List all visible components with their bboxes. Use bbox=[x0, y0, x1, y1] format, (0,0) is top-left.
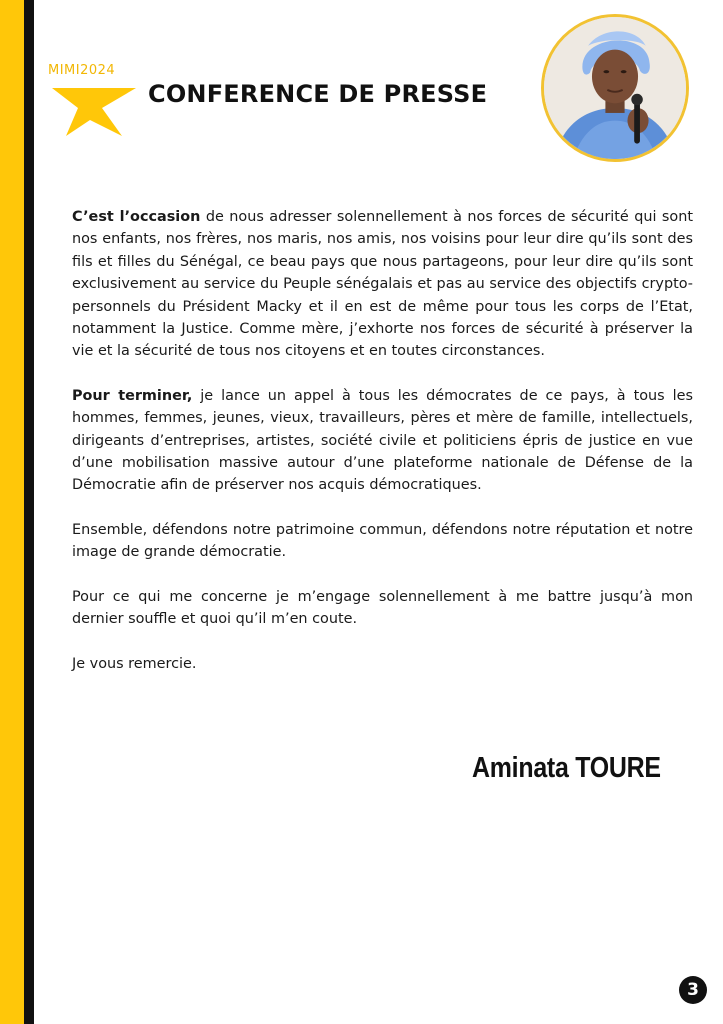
page-title: CONFERENCE DE PRESSE bbox=[148, 80, 488, 108]
signature: Aminata TOURE bbox=[472, 752, 661, 784]
portrait-photo bbox=[541, 14, 689, 162]
paragraph-1-lead: C’est l’occasion bbox=[72, 209, 201, 225]
star-icon bbox=[52, 86, 136, 138]
paragraph-4: Pour ce qui me concerne je m’engage solennellement à me battre jusqu’à mon dernier souffle et quoi qu’il m’en coute. bbox=[72, 588, 693, 628]
press-release-body bbox=[72, 206, 693, 697]
paragraph-3: Ensemble, défendons notre patrimoine commun, défendons notre réputation et notre image de grande démocratie. bbox=[72, 521, 693, 561]
paragraph-2-text: je lance un appel à tous les démocrates de ce pays, à tous les hommes, femmes, jeunes, vieux, travailleurs, pères et mère de famille, intellectuels, dirigeants d’entreprises, artistes, société civile et politiciens épris de justice en vue d’une mobilisation massive autour d’une plateforme nationale de Défense de la Démocratie afin de préserver nos acquis démocratiques. bbox=[72, 387, 693, 494]
paragraph-2 bbox=[72, 385, 693, 497]
left-yellow-band bbox=[0, 0, 24, 1024]
page-number-badge: 3 bbox=[679, 976, 707, 1004]
paragraph-1 bbox=[72, 206, 693, 363]
paragraph-2-lead: Pour terminer, bbox=[72, 387, 193, 404]
paragraph-5: Je vous remercie. bbox=[72, 655, 197, 672]
left-black-band bbox=[24, 0, 34, 1024]
brand-label: MIMI2024 bbox=[48, 63, 116, 78]
paragraph-1-text: de nous adresser solennellement à nos forces de sécurité qui sont nos enfants, nos frères, nos maris, nos amis, nos voisins pour leur dire qu’ils sont des fils et filles du Sénégal, ce beau pays que nous partageons, pour leur dire qu’ils sont exclusivement au service du Peuple sénégalais et pas au service des objectifs crypto-personnels du Président Macky et il en est de même pour tous les corps de l’Etat, notamment la Justice. Comme mère, j’exhorte nos forces de sécurité à préserver la vie et la sécurité de tous nos citoyens et en toutes circonstances. bbox=[72, 209, 693, 360]
